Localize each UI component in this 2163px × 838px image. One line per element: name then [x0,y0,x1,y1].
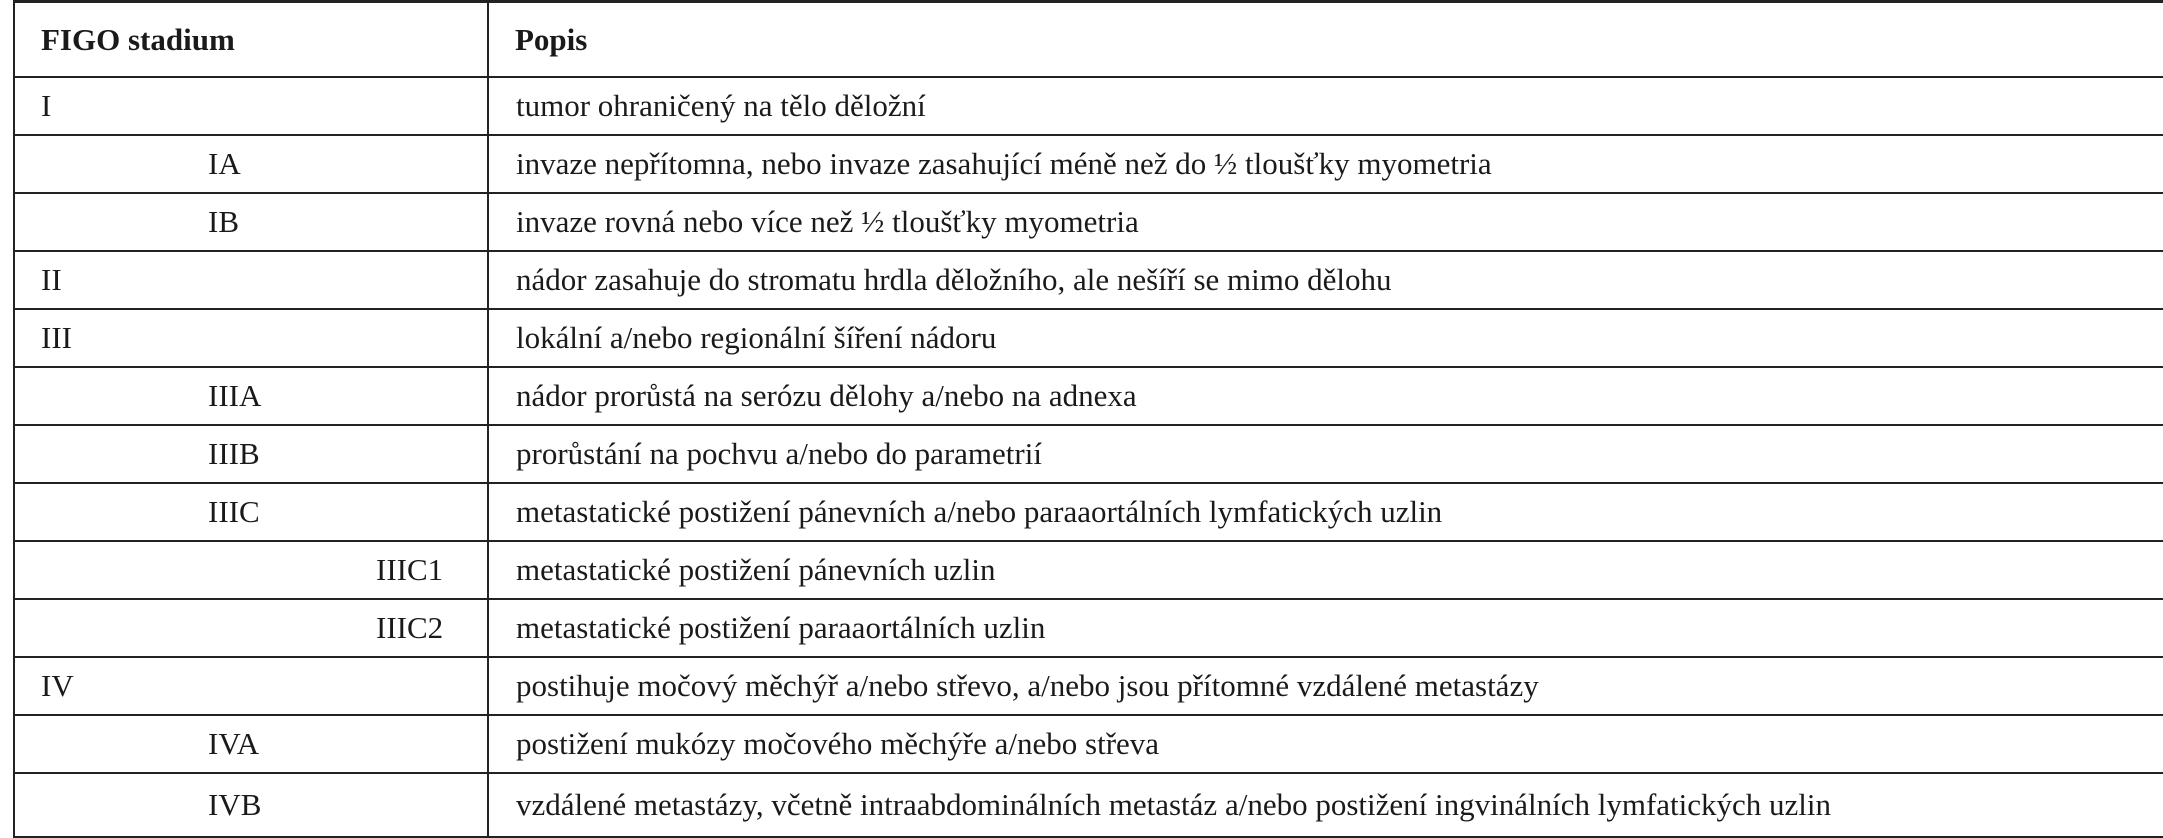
table-row [14,773,2163,837]
figo-staging-table [13,0,2163,838]
header-stage: FIGO stadium [14,2,488,78]
description-cell: metastatické postižení pánevních a/nebo paraaortálních lymfatických uzlin [488,483,2163,541]
stage-cell: IIIC1 [14,541,488,599]
table-row [14,715,2163,773]
table-row [14,367,2163,425]
table-row [14,193,2163,251]
description-cell: metastatické postižení pánevních uzlin [488,541,2163,599]
table-row [14,77,2163,135]
stage-cell: II [14,251,488,309]
stage-cell: I [14,77,488,135]
description-cell: lokální a/nebo regionální šíření nádoru [488,309,2163,367]
stage-cell: IIIC2 [14,599,488,657]
table-row [14,135,2163,193]
stage-cell: IIIC [14,483,488,541]
table-row [14,251,2163,309]
table-row [14,309,2163,367]
description-cell: nádor zasahuje do stromatu hrdla děložního, ale nešíří se mimo dělohu [488,251,2163,309]
stage-cell: IIIB [14,425,488,483]
table-row [14,599,2163,657]
description-cell: postihuje močový měchýř a/nebo střevo, a/nebo jsou přítomné vzdálené metastázy [488,657,2163,715]
header-description: Popis [488,2,2163,78]
table-header [14,2,2163,78]
stage-cell: IVB [14,773,488,837]
stage-cell: IV [14,657,488,715]
description-cell: nádor prorůstá na serózu dělohy a/nebo na adnexa [488,367,2163,425]
description-cell: tumor ohraničený na tělo děložní [488,77,2163,135]
stage-cell: IB [14,193,488,251]
table-body [14,77,2163,837]
description-cell: vzdálené metastázy, včetně intraabdominálních metastáz a/nebo postižení ingvinálních lymfatických uzlin [488,773,2163,837]
table-row [14,425,2163,483]
description-cell: postižení mukózy močového měchýře a/nebo střeva [488,715,2163,773]
stage-cell: IIIA [14,367,488,425]
header-row [14,2,2163,78]
description-cell: invaze rovná nebo více než ½ tloušťky myometria [488,193,2163,251]
description-cell: invaze nepřítomna, nebo invaze zasahující méně než do ½ tloušťky myometria [488,135,2163,193]
table-row [14,483,2163,541]
description-cell: metastatické postižení paraaortálních uzlin [488,599,2163,657]
stage-cell: IA [14,135,488,193]
stage-cell: IVA [14,715,488,773]
description-cell: prorůstání na pochvu a/nebo do parametrií [488,425,2163,483]
table-row [14,541,2163,599]
table-row [14,657,2163,715]
stage-cell: III [14,309,488,367]
